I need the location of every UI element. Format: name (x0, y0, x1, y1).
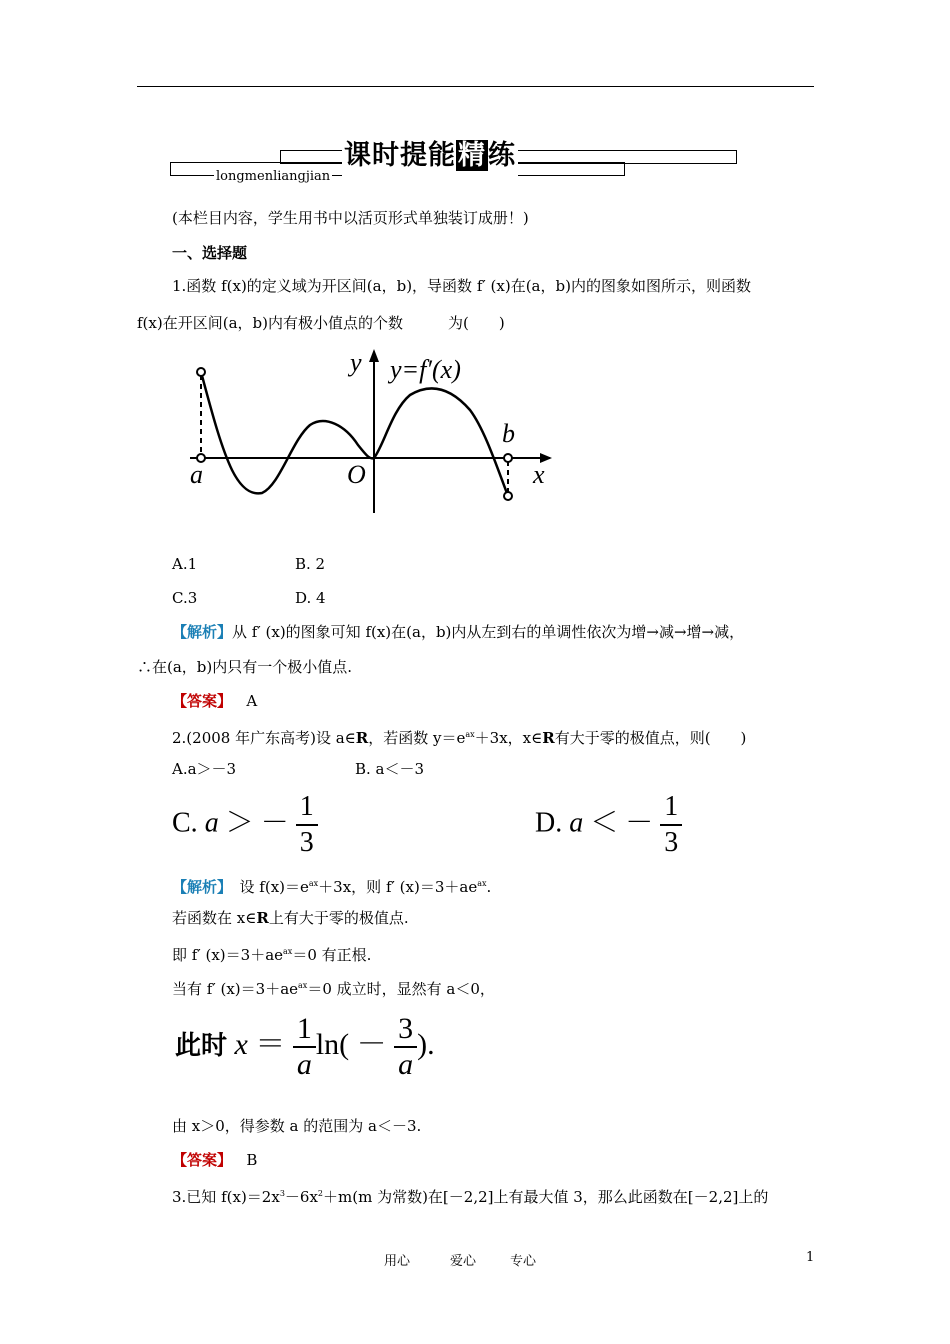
q1-option-d: D. 4 (295, 589, 326, 607)
page-number: 1 (806, 1250, 815, 1265)
analysis-tag: 【解析】 (172, 878, 225, 896)
q3-line1: 3.已知 $f(x)=2x^3-6x^2+m(m$ 为常数)在[－2,2]上有最大值 3，那么此函数在[－2,2]上的 (172, 1188, 769, 1206)
section-heading: 一、选择题 (172, 244, 248, 262)
footer-text-2: 爱心 (450, 1254, 477, 1269)
y-label: y (350, 348, 362, 377)
intro-note: (本栏目内容，学生用书中以活页形式单独装订成册！) (172, 209, 529, 227)
header-pinyin: longmenliangjian (216, 169, 331, 184)
q2-line1: 2.(2008 年广东高考)设 a∈R，若函数 $y=e^{ax}+3x$，x∈R有大于零的极值点，则( ) (172, 729, 747, 747)
q1-line1: 1.函数 f(x)的定义域为开区间(a，b)，导函数 f′ (x)在(a，b)内的图象如图所示，则函数 (172, 277, 751, 295)
q2-analysis-line3: 即 f′ $(x)=3+ae^{ax}=0$ 有正根. (172, 946, 372, 964)
q1-line2: f(x)在开区间(a，b)内有极小值点的个数 为( ) (137, 314, 505, 332)
top-rule (137, 86, 814, 87)
q2-option-c: C. a ＞ － $\frac{1}{3}$ (172, 790, 318, 860)
q1-analysis-line2: ∴在(a，b)内只有一个极小值点. (137, 658, 353, 676)
b-open-point-bottom (504, 492, 512, 500)
q1-analysis: 【解析】从 f′ (x)的图象可知 f(x)在(a，b)内从左到右的单调性依次为增→减→增→减， (172, 623, 745, 641)
fraction-one-third: $\frac{1}{3}$ (296, 790, 318, 860)
q2-analysis-line6: 由 x＞0，得参数 a 的范围为 a＜－3. (172, 1117, 422, 1135)
origin-label: O (347, 460, 366, 489)
function-label: y=f′(x) (390, 355, 461, 384)
answer-tag: 【答案】 (172, 692, 233, 710)
analysis-tag: 【解析】 (172, 623, 233, 641)
footer-text-3: 专心 (510, 1254, 537, 1269)
q1-option-a: A.1 (172, 555, 198, 573)
q2-analysis: 【解析】 设 $f(x)=e^{ax}+3x$，则 f′ $(x)=3+ae^{ax}$. (172, 878, 492, 896)
column-header (170, 136, 740, 186)
q2-answer: 【答案】 B (172, 1151, 258, 1169)
q1-option-c: C.3 (172, 589, 198, 607)
q2-option-a: A.a＞－3 (172, 760, 237, 778)
header-title: 课时提能精练 (342, 136, 518, 176)
y-axis-arrow (369, 349, 379, 362)
q2-option-d: D. a ＜ － $\frac{1}{3}$ (535, 790, 682, 860)
answer-tag: 【答案】 (172, 1151, 233, 1169)
fraction-one-third: $\frac{1}{3}$ (660, 790, 682, 860)
q2-analysis-line2: 若函数在 x∈R上有大于零的极值点. (172, 909, 409, 927)
q1-option-b: B. 2 (295, 555, 326, 573)
x-label: x (533, 460, 545, 489)
q2-analysis-line4: 当有 f′ $(x)=3+ae^{ax}=0$ 成立时，显然有 a＜0， (172, 980, 495, 998)
a-open-point-top (197, 368, 205, 376)
q1-graph (180, 345, 560, 520)
b-label: b (502, 419, 515, 448)
footer-text-1: 用心 (384, 1254, 411, 1269)
a-label: a (190, 460, 203, 489)
b-open-point (504, 454, 512, 462)
q1-answer: 【答案】 A (172, 692, 258, 710)
q2-analysis-formula: 此时 x ＝ $\frac{1}{a}$ ln( － $\frac{3}{a}$ ). (175, 1012, 435, 1081)
q2-option-b: B. a＜－3 (355, 760, 425, 778)
